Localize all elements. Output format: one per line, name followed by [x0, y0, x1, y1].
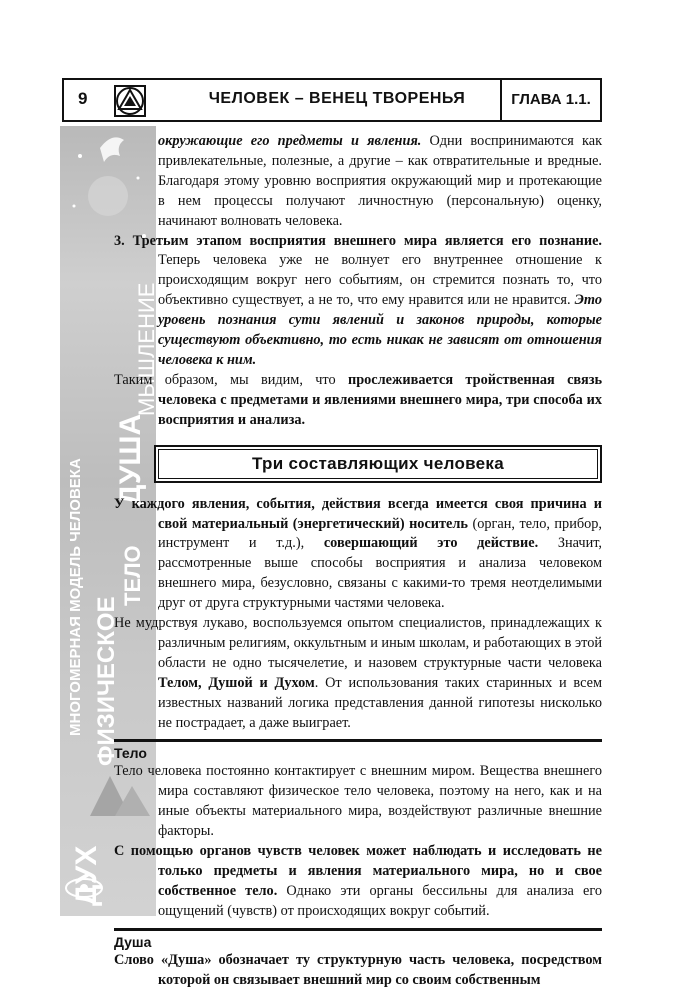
- page-body: [114, 132, 602, 991]
- sidebar-body-word: ТЕЛО: [120, 545, 145, 606]
- sidebar-thinking-word: МЫШЛЕНИЕ: [134, 282, 159, 416]
- paragraph: 3. Третьим этапом восприятия внешнего мира является его познание. Теперь человека уже не волнует его внутреннее отношение к происходящим вокруг него событиям, он стремится познать то, что объективно существует, а не то, что ему нравится или не нравится. Это уровень познания сути явлений и законов природы, которые существуют объективно, то есть никак не зависят от отношения человека к ним.: [114, 232, 602, 368]
- paragraph: Слово «Душа» обозначает ту структурную часть человека, посредством которой он связывает внешний мир со своим собственным: [114, 951, 602, 988]
- subheading-body: Тело: [114, 739, 602, 762]
- paragraph: С помощью органов чувств человек может наблюдать и исследовать не только предметы и явления материального мира, но и свое собственное тело. Однако эти органы бессильны для анализа его ощущений (чувств) от происходящих вокруг событий.: [114, 843, 603, 919]
- paragraph: У каждого явления, события, действия всегда имеется своя причина и свой материальный (энергетический) носитель (орган, тело, прибор, инструмент и т.д.), совершающий это действие. Значит, рассмотренные выше способы восприятия и анализа человеком внешнего мира, безусловно, связаны с какими-то тремя неотделимыми друг от друга структурными частями человека.: [114, 495, 603, 612]
- sidebar-spirit-word: ДУХ: [70, 845, 103, 906]
- sidebar-soul-word: ДУША: [114, 413, 147, 506]
- page-title: ЧЕЛОВЕК – ВЕНЕЦ ТВОРЕНЬЯ: [208, 90, 466, 107]
- paragraph: Тело человека постоянно контактирует с внешним миром. Вещества внешнего мира составляют физическое тело человека, поэтому на него, как и на иные объекты материального мира, воздействуют различные внешние факторы.: [114, 763, 602, 840]
- chapter-label: ГЛАВА 1.1.: [500, 80, 600, 120]
- paragraph: Не мудрствуя лукаво, воспользуемся опытом специалистов, принадлежащих к различным религиям, оккультным и иным школам, и работающих в этой области не одно тысячелетие, и назовем структурные части человека Телом, Душой и Духом. От использования таких старинных и всем известных названий логика представления данной гипотезы нисколько не пострадает, а даже выиграет.: [114, 615, 602, 731]
- sidebar-model-label: МНОГОМЕРНАЯ МОДЕЛЬ ЧЕЛОВЕКА: [67, 458, 84, 736]
- paragraph: окружающие его предметы и явления. Одни воспринимаются как привлекательные, полезные, а другие – как отвратительные и вредные. Благодаря этому уровню восприятия окружающий мир и протекающие в нем процессы получают личностную (персональную) оценку, начинают волновать человека.: [158, 133, 603, 229]
- paragraph: Таким образом, мы видим, что прослеживается тройственная связь человека с предметами и явлениями внешнего мира, три способа их восприятия и анализа.: [114, 371, 603, 428]
- subheading-soul: Душа: [114, 928, 602, 951]
- page-header: [62, 78, 602, 122]
- section-heading-box: [154, 445, 602, 483]
- sidebar-physical-word: ФИЗИЧЕСКОЕ: [93, 596, 120, 766]
- page-number: 9: [78, 89, 88, 108]
- section-heading: Три составляющих человека: [158, 449, 598, 479]
